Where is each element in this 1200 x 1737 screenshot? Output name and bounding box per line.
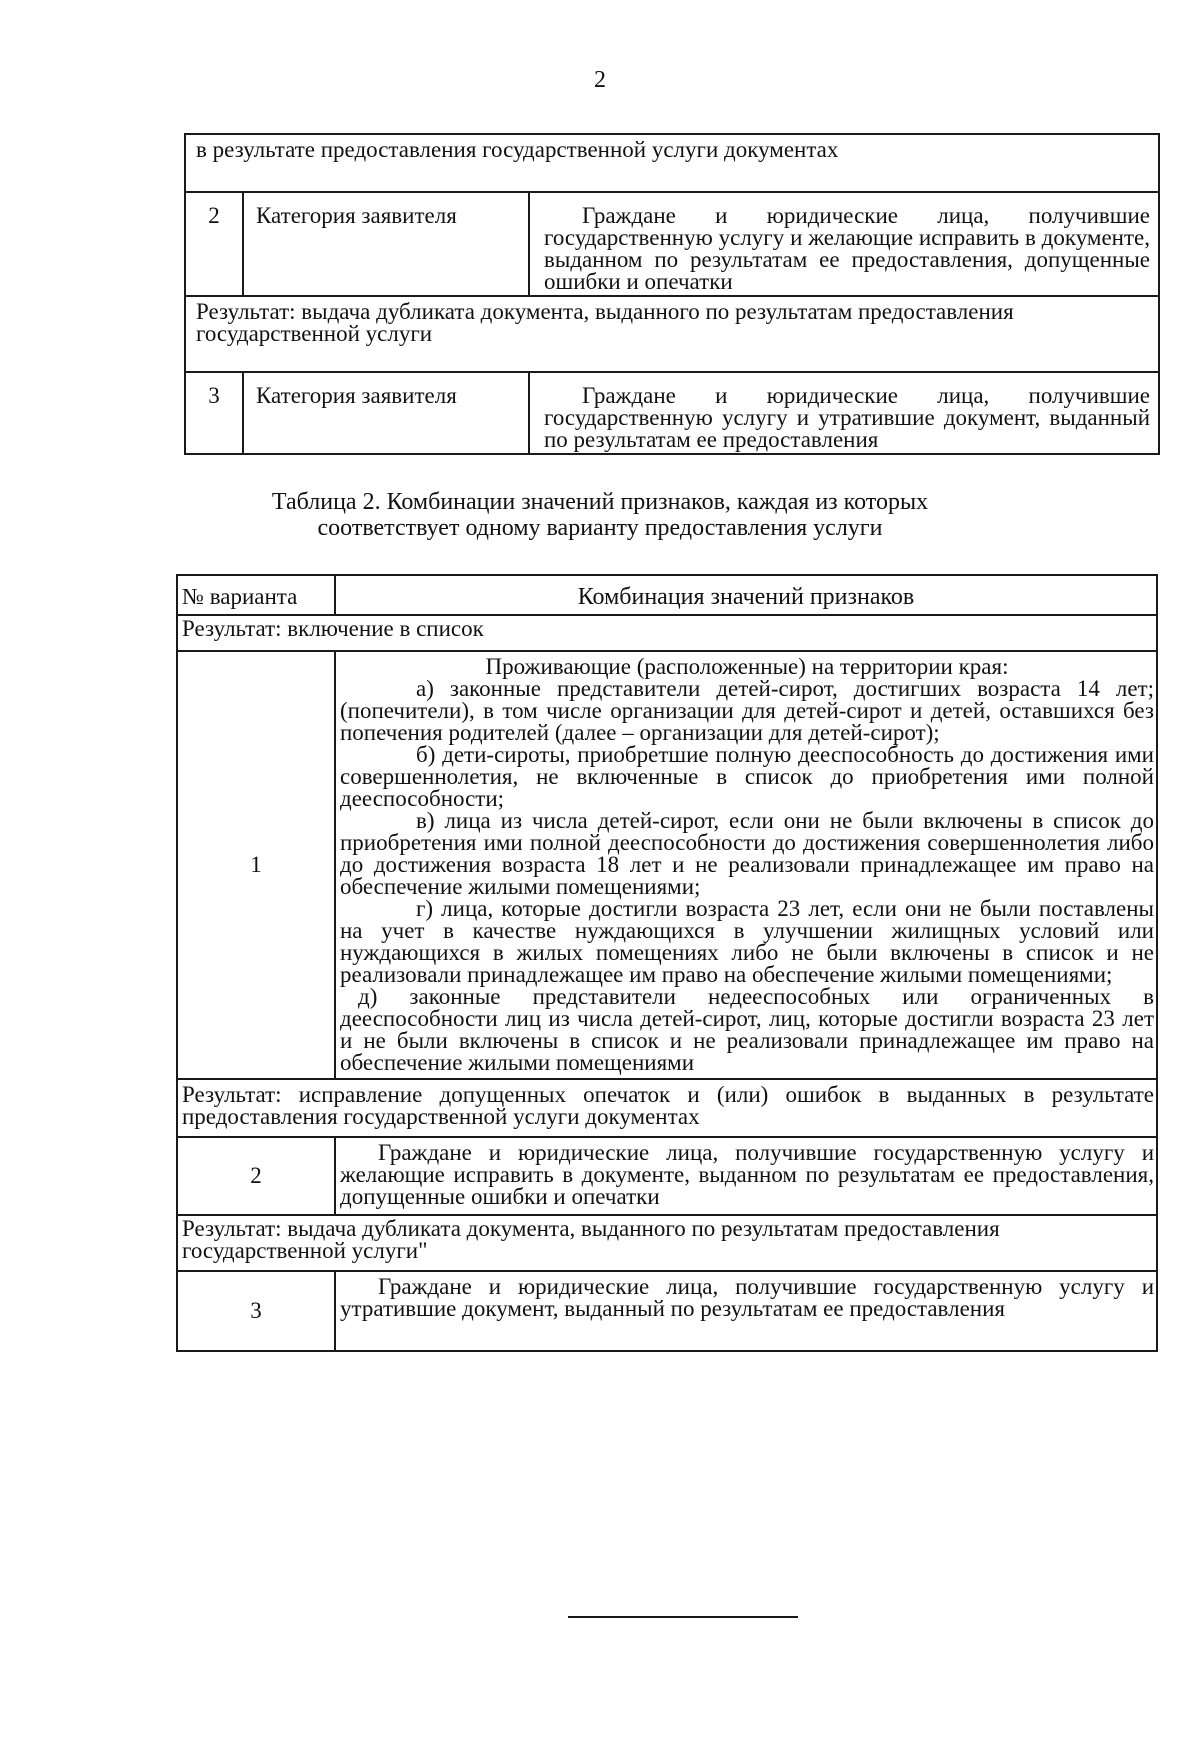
row-number-cell: 3 <box>185 372 243 454</box>
table-row <box>185 192 1159 296</box>
table-row <box>177 1079 1157 1137</box>
table-row <box>177 615 1157 651</box>
table-row <box>185 296 1159 372</box>
combination-column-header: Комбинация значений признаков <box>335 575 1157 615</box>
table-row <box>177 1137 1157 1215</box>
variant-1-intro: Проживающие (расположенные) на территории края: <box>485 654 1009 679</box>
caption-line-1: Таблица 2. Комбинации значений признаков, каждая из которых <box>271 489 929 515</box>
variant-3-combination-cell: Граждане и юридические лица, получившие государственную услугу и утратившие документ, выданный по результатам ее предоставления <box>335 1271 1157 1351</box>
table-row <box>185 372 1159 454</box>
variant-column-header: № варианта <box>177 575 335 615</box>
table-row <box>177 1215 1157 1271</box>
variant-1-item-d: д) законные представители недееспособных или ограниченных в дееспособности лиц из числа детей-сирот, лиц, которые достигли возраста 23 лет и не были включены в список и не реализовали принадлежащее им право на обеспечение жилыми помещениями <box>340 984 1154 1075</box>
result-continuation-cell: в результате предоставления государственной услуги документах <box>185 134 1159 192</box>
page-number: 2 <box>594 67 606 93</box>
result-cell: Результат: выдача дубликата документа, выданного по результатам предоставления государственной услуги" <box>177 1215 1157 1271</box>
variant-number-cell: 3 <box>177 1271 335 1351</box>
variant-1-item-v: в) лица из числа детей-сирот, если они не были включены в список до приобретения ими полной дееспособности до достижения совершеннолетия либо до достижения возраста 18 лет и не реализовали принадлежащее им право на обеспечение жилыми помещениями; <box>340 808 1154 899</box>
variant-1-item-a: а) законные представители детей-сирот, достигших возраста 14 лет; (попечители), в том числе организации для детей-сирот и детей, оставшихся без попечения родителей (далее – организации для детей-сирот); <box>340 676 1154 745</box>
end-divider <box>568 1616 798 1618</box>
variant-1-item-g: г) лица, которые достигли возраста 23 лет, если они не были поставлены на учет в качестве нуждающихся в улучшении жилищных условий или нуждающихся в жилых помещениях либо не были включены в список и не реализовали принадлежащее им право на обеспечение жилыми помещениями; <box>340 896 1154 987</box>
table-2 <box>176 574 1158 1352</box>
row-number-cell: 2 <box>185 192 243 296</box>
caption-line-2: соответствует одному варианту предоставления услуги <box>317 515 883 541</box>
variant-1-item-b: б) дети-сироты, приобретшие полную дееспособность до достижения ими совершеннолетия, не включенные в список до приобретения ими полной дееспособности; <box>340 742 1154 811</box>
variant-number-cell: 1 <box>177 651 335 1079</box>
description-cell: Граждане и юридические лица, получившие государственную услугу и желающие исправить в документе, выданном по результатам ее предоставления, допущенные ошибки и опечатки <box>529 192 1159 296</box>
result-cell: Результат: исправление допущенных опечаток и (или) ошибок в выданных в результате предоставления государственной услуги документах <box>177 1079 1157 1137</box>
result-cell: Результат: выдача дубликата документа, выданного по результатам предоставления государственной услуги <box>185 296 1159 372</box>
table-1-continuation <box>184 133 1160 455</box>
table-2-caption <box>0 489 1200 541</box>
variant-number-cell: 2 <box>177 1137 335 1215</box>
variant-1-combination-cell <box>335 651 1157 1079</box>
category-cell: Категория заявителя <box>243 372 529 454</box>
category-cell: Категория заявителя <box>243 192 529 296</box>
result-cell: Результат: включение в список <box>177 615 1157 651</box>
table-header-row <box>177 575 1157 615</box>
table-row <box>177 651 1157 1079</box>
table-row <box>185 134 1159 192</box>
table-row <box>177 1271 1157 1351</box>
description-cell: Граждане и юридические лица, получившие государственную услугу и утратившие документ, выданный по результатам ее предоставления <box>529 372 1159 454</box>
variant-2-combination-cell: Граждане и юридические лица, получившие государственную услугу и желающие исправить в документе, выданном по результатам ее предоставления, допущенные ошибки и опечатки <box>335 1137 1157 1215</box>
